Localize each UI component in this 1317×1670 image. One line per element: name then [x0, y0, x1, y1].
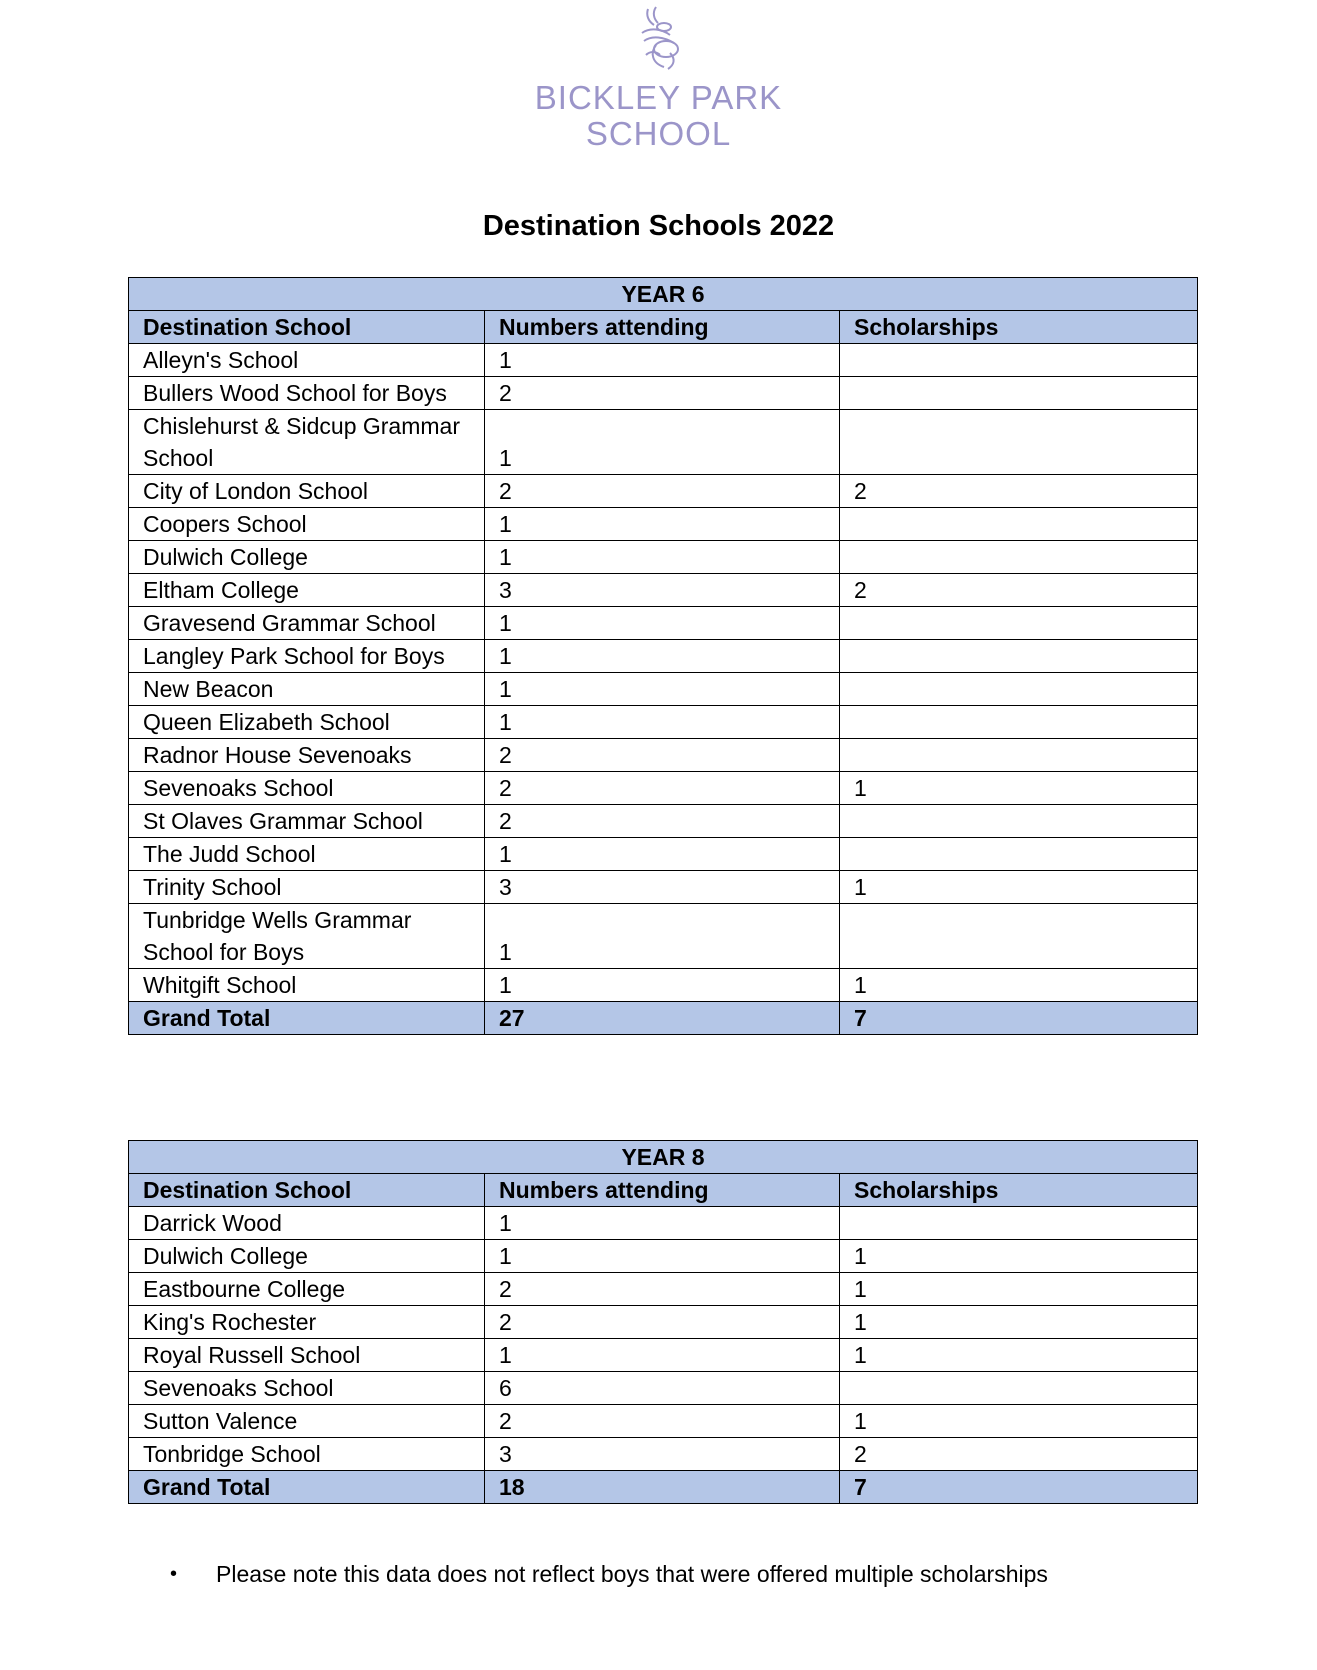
- scholarships-cell: 1: [840, 1240, 1198, 1273]
- scholarships-cell: 1: [840, 969, 1198, 1002]
- destination-school-header: Destination School: [129, 311, 485, 344]
- bee-icon: [636, 5, 682, 73]
- scholarships-cell: 2: [840, 1438, 1198, 1471]
- numbers-attending-cell: 1: [485, 1339, 840, 1372]
- numbers-attending-cell: 2: [485, 1306, 840, 1339]
- scholarships-header: Scholarships: [840, 1174, 1198, 1207]
- school-name-cell: Gravesend Grammar School: [129, 607, 485, 640]
- numbers-attending-cell: 1: [485, 969, 840, 1002]
- scholarships-cell: [840, 904, 1198, 969]
- table-row: [129, 1339, 1198, 1372]
- scholarships-header: Scholarships: [840, 311, 1198, 344]
- numbers-attending-cell: 2: [485, 1405, 840, 1438]
- scholarships-cell: [840, 541, 1198, 574]
- scholarships-cell: [840, 640, 1198, 673]
- school-name-cell: Eastbourne College: [129, 1273, 485, 1306]
- school-name-cell: Alleyn's School: [129, 344, 485, 377]
- table-row: [129, 574, 1198, 607]
- table-row: [129, 838, 1198, 871]
- school-name-cell: Tunbridge Wells Grammar School for Boys: [129, 904, 485, 969]
- numbers-attending-cell: 2: [485, 475, 840, 508]
- school-name-cell: Dulwich College: [129, 541, 485, 574]
- school-name-cell: Royal Russell School: [129, 1339, 485, 1372]
- school-name-cell: Whitgift School: [129, 969, 485, 1002]
- scholarships-cell: 2: [840, 574, 1198, 607]
- table-row: [129, 1273, 1198, 1306]
- school-name-cell: Bullers Wood School for Boys: [129, 377, 485, 410]
- footnote-text: Please note this data does not reflect boys that were offered multiple scholarships: [216, 1561, 1048, 1587]
- school-name-cell: King's Rochester: [129, 1306, 485, 1339]
- numbers-attending-cell: 1: [485, 508, 840, 541]
- grand-total-scholarships: 7: [840, 1002, 1198, 1035]
- numbers-attending-cell: 6: [485, 1372, 840, 1405]
- scholarships-cell: 1: [840, 1273, 1198, 1306]
- numbers-attending-cell: 1: [485, 904, 840, 969]
- numbers-attending-cell: 2: [485, 377, 840, 410]
- school-name-cell: New Beacon: [129, 673, 485, 706]
- school-name-cell: Radnor House Sevenoaks: [129, 739, 485, 772]
- table-row: [129, 673, 1198, 706]
- school-name-cell: Tonbridge School: [129, 1438, 485, 1471]
- scholarships-cell: [840, 739, 1198, 772]
- numbers-attending-cell: 2: [485, 1273, 840, 1306]
- numbers-attending-cell: 1: [485, 1207, 840, 1240]
- school-name-cell: Chislehurst & Sidcup Grammar School: [129, 410, 485, 475]
- logo-text-line2: SCHOOL: [585, 115, 732, 152]
- table-row: [129, 410, 1198, 475]
- table-row: [129, 475, 1198, 508]
- year8-table: [128, 1140, 1198, 1504]
- table-row: [129, 739, 1198, 772]
- table-row: [129, 344, 1198, 377]
- grand-total-row: [129, 1471, 1198, 1504]
- numbers-attending-cell: 1: [485, 541, 840, 574]
- scholarships-cell: 1: [840, 1306, 1198, 1339]
- school-name-cell: Darrick Wood: [129, 1207, 485, 1240]
- table-header-row: [129, 311, 1198, 344]
- numbers-attending-cell: 1: [485, 344, 840, 377]
- year6-label-row: [129, 278, 1198, 311]
- destination-school-header: Destination School: [129, 1174, 485, 1207]
- scholarships-cell: [840, 706, 1198, 739]
- year8-label: YEAR 8: [129, 1141, 1198, 1174]
- school-name-cell: Trinity School: [129, 871, 485, 904]
- table-row: [129, 377, 1198, 410]
- table-row: [129, 640, 1198, 673]
- grand-total-numbers: 18: [485, 1471, 840, 1504]
- school-name-cell: Langley Park School for Boys: [129, 640, 485, 673]
- scholarships-cell: [840, 805, 1198, 838]
- grand-total-scholarships: 7: [840, 1471, 1198, 1504]
- scholarships-cell: [840, 1207, 1198, 1240]
- scholarships-cell: [840, 344, 1198, 377]
- table-row: [129, 772, 1198, 805]
- table-row: [129, 706, 1198, 739]
- numbers-attending-cell: 1: [485, 706, 840, 739]
- numbers-attending-cell: 1: [485, 838, 840, 871]
- table-row: [129, 1240, 1198, 1273]
- school-name-cell: Coopers School: [129, 508, 485, 541]
- table-row: [129, 508, 1198, 541]
- scholarships-cell: 2: [840, 475, 1198, 508]
- grand-total-label: Grand Total: [129, 1471, 485, 1504]
- scholarships-cell: 1: [840, 1339, 1198, 1372]
- table-row: [129, 607, 1198, 640]
- table-row: [129, 1306, 1198, 1339]
- school-name-cell: Sutton Valence: [129, 1405, 485, 1438]
- table-row: [129, 969, 1198, 1002]
- scholarships-cell: 1: [840, 871, 1198, 904]
- table-header-row: [129, 1174, 1198, 1207]
- scholarships-cell: 1: [840, 772, 1198, 805]
- bullet-icon: •: [170, 1563, 178, 1585]
- scholarships-cell: [840, 377, 1198, 410]
- scholarships-cell: [840, 410, 1198, 475]
- school-name-cell: Dulwich College: [129, 1240, 485, 1273]
- table-row: [129, 805, 1198, 838]
- school-name-cell: City of London School: [129, 475, 485, 508]
- school-logo: [0, 0, 1317, 160]
- page-title: Destination Schools 2022: [482, 210, 835, 242]
- numbers-attending-cell: 3: [485, 574, 840, 607]
- table-row: [129, 871, 1198, 904]
- school-name-cell: Eltham College: [129, 574, 485, 607]
- scholarships-cell: [840, 673, 1198, 706]
- logo-text-line1: BICKLEY PARK: [534, 79, 783, 116]
- numbers-attending-cell: 1: [485, 607, 840, 640]
- numbers-attending-header: Numbers attending: [485, 1174, 840, 1207]
- table-row: [129, 1207, 1198, 1240]
- scholarships-cell: [840, 607, 1198, 640]
- scholarships-cell: [840, 508, 1198, 541]
- year8-label-row: [129, 1141, 1198, 1174]
- school-name-cell: Sevenoaks School: [129, 1372, 485, 1405]
- numbers-attending-cell: 1: [485, 673, 840, 706]
- numbers-attending-cell: 1: [485, 1240, 840, 1273]
- table-row: [129, 1372, 1198, 1405]
- numbers-attending-cell: 2: [485, 739, 840, 772]
- year6-table: [128, 277, 1198, 1035]
- scholarships-cell: [840, 838, 1198, 871]
- grand-total-row: [129, 1002, 1198, 1035]
- numbers-attending-cell: 3: [485, 1438, 840, 1471]
- table-row: [129, 904, 1198, 969]
- table-row: [129, 1438, 1198, 1471]
- school-name-cell: Sevenoaks School: [129, 772, 485, 805]
- numbers-attending-cell: 3: [485, 871, 840, 904]
- scholarships-cell: [840, 1372, 1198, 1405]
- school-name-cell: St Olaves Grammar School: [129, 805, 485, 838]
- numbers-attending-cell: 1: [485, 640, 840, 673]
- numbers-attending-header: Numbers attending: [485, 311, 840, 344]
- scholarships-cell: 1: [840, 1405, 1198, 1438]
- grand-total-label: Grand Total: [129, 1002, 485, 1035]
- grand-total-numbers: 27: [485, 1002, 840, 1035]
- numbers-attending-cell: 2: [485, 772, 840, 805]
- numbers-attending-cell: 1: [485, 410, 840, 475]
- year6-label: YEAR 6: [129, 278, 1198, 311]
- school-name-cell: Queen Elizabeth School: [129, 706, 485, 739]
- school-name-cell: The Judd School: [129, 838, 485, 871]
- numbers-attending-cell: 2: [485, 805, 840, 838]
- table-row: [129, 1405, 1198, 1438]
- table-row: [129, 541, 1198, 574]
